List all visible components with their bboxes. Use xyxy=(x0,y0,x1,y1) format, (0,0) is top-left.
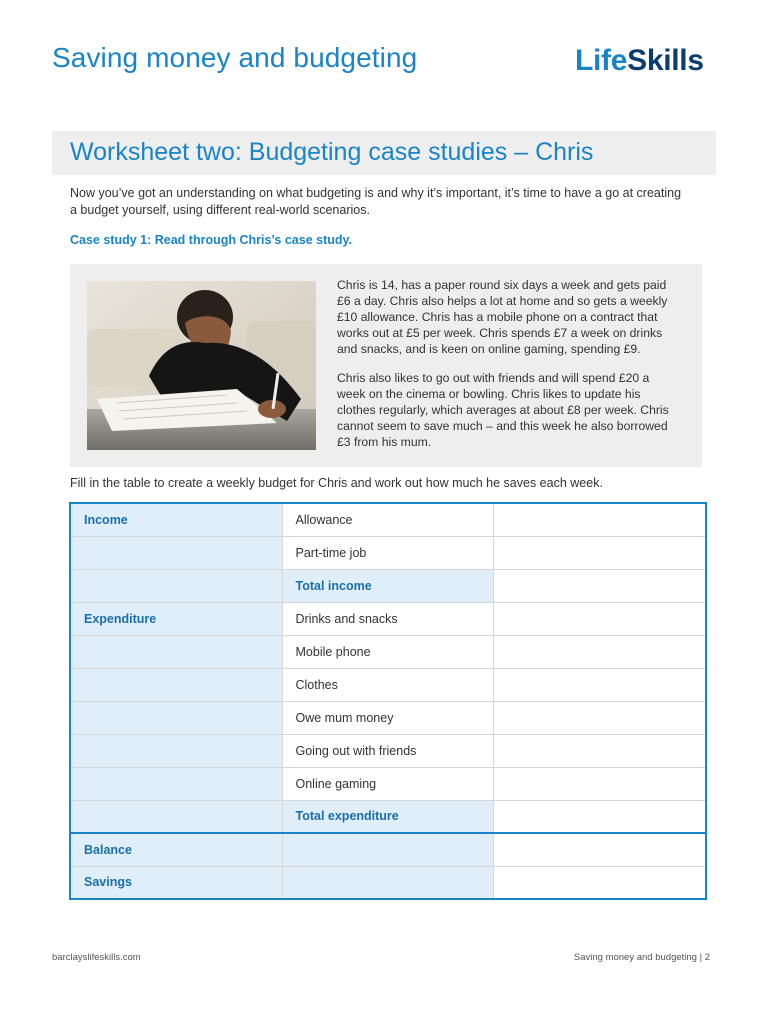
online-gaming-amount-cell[interactable] xyxy=(493,767,706,800)
case-study-text xyxy=(337,277,677,463)
worksheet-title: Worksheet two: Budgeting case studies – Chris xyxy=(70,138,594,166)
table-row xyxy=(70,734,706,767)
expenditure-label: Expenditure xyxy=(70,602,282,635)
allowance-amount-cell[interactable] xyxy=(493,503,706,536)
table-row xyxy=(70,635,706,668)
table-row xyxy=(70,602,706,635)
savings-empty-cell xyxy=(282,866,493,899)
logo-text-skills: Skills xyxy=(627,44,704,77)
going-out-amount-cell[interactable] xyxy=(493,734,706,767)
total-expenditure-label: Total expenditure xyxy=(282,800,493,833)
savings-label: Savings xyxy=(70,866,282,899)
expenditure-label-empty xyxy=(70,668,282,701)
total-income-label: Total income xyxy=(282,569,493,602)
owe-mum-amount-cell[interactable] xyxy=(493,701,706,734)
budget-table xyxy=(69,502,707,900)
income-label-empty xyxy=(70,569,282,602)
online-gaming-label: Online gaming xyxy=(282,767,493,800)
drinks-snacks-amount-cell[interactable] xyxy=(493,602,706,635)
lifeskills-logo xyxy=(575,44,704,78)
footer-page-label: Saving money and budgeting | 2 xyxy=(573,952,710,963)
table-row xyxy=(70,701,706,734)
income-label: Income xyxy=(70,503,282,536)
teen-studying-photo xyxy=(87,281,316,450)
footer-website: barclayslifeskills.com xyxy=(52,952,141,963)
expenditure-label-empty xyxy=(70,734,282,767)
table-row xyxy=(70,866,706,899)
income-label-empty xyxy=(70,536,282,569)
case-study-box xyxy=(70,264,702,467)
case-study-paragraph-2: Chris also likes to go out with friends and will spend £20 a week on the cinema or bowling. Chris likes to update his clothes regularly, which averages at about £8 per week. Chris cannot seem to save much – and this week he also borrowed £3 from his mum. xyxy=(337,371,669,449)
case-study-heading: Case study 1: Read through Chris’s case study. xyxy=(70,233,353,247)
allowance-label: Allowance xyxy=(282,503,493,536)
balance-label: Balance xyxy=(70,833,282,866)
clothes-amount-cell[interactable] xyxy=(493,668,706,701)
savings-amount-cell[interactable] xyxy=(493,866,706,899)
table-row xyxy=(70,833,706,866)
balance-empty-cell xyxy=(282,833,493,866)
expenditure-label-empty xyxy=(70,635,282,668)
owe-mum-label: Owe mum money xyxy=(282,701,493,734)
expenditure-label-empty xyxy=(70,800,282,833)
intro-paragraph: Now you’ve got an understanding on what budgeting is and why it’s important, it’s time to have a go at creating a budget yourself, using different real-world scenarios. xyxy=(70,186,682,217)
going-out-label: Going out with friends xyxy=(282,734,493,767)
logo-text-life: Life xyxy=(575,44,628,77)
mobile-phone-amount-cell[interactable] xyxy=(493,635,706,668)
table-row xyxy=(70,767,706,800)
instruction-text: Fill in the table to create a weekly budget for Chris and work out how much he saves each week. xyxy=(70,476,603,490)
table-row xyxy=(70,536,706,569)
page-header-title: Saving money and budgeting xyxy=(52,42,418,73)
part-time-job-amount-cell[interactable] xyxy=(493,536,706,569)
part-time-job-label: Part-time job xyxy=(282,536,493,569)
table-row xyxy=(70,569,706,602)
table-row xyxy=(70,668,706,701)
table-row xyxy=(70,800,706,833)
balance-amount-cell[interactable] xyxy=(493,833,706,866)
worksheet-banner xyxy=(52,131,716,175)
total-expenditure-amount-cell[interactable] xyxy=(493,800,706,833)
expenditure-label-empty xyxy=(70,701,282,734)
clothes-label: Clothes xyxy=(282,668,493,701)
case-study-paragraph-1: Chris is 14, has a paper round six days a week and gets paid £6 a day. Chris also helps a lot at home and so gets a weekly £10 allowance. Chris has a mobile phone on a contract that works out at £5 per week. Chris spends £7 a week on drinks and snacks, and is keen on online gaming, spending £9. xyxy=(337,278,668,356)
mobile-phone-label: Mobile phone xyxy=(282,635,493,668)
drinks-snacks-label: Drinks and snacks xyxy=(282,602,493,635)
expenditure-label-empty xyxy=(70,767,282,800)
table-row xyxy=(70,503,706,536)
total-income-amount-cell[interactable] xyxy=(493,569,706,602)
